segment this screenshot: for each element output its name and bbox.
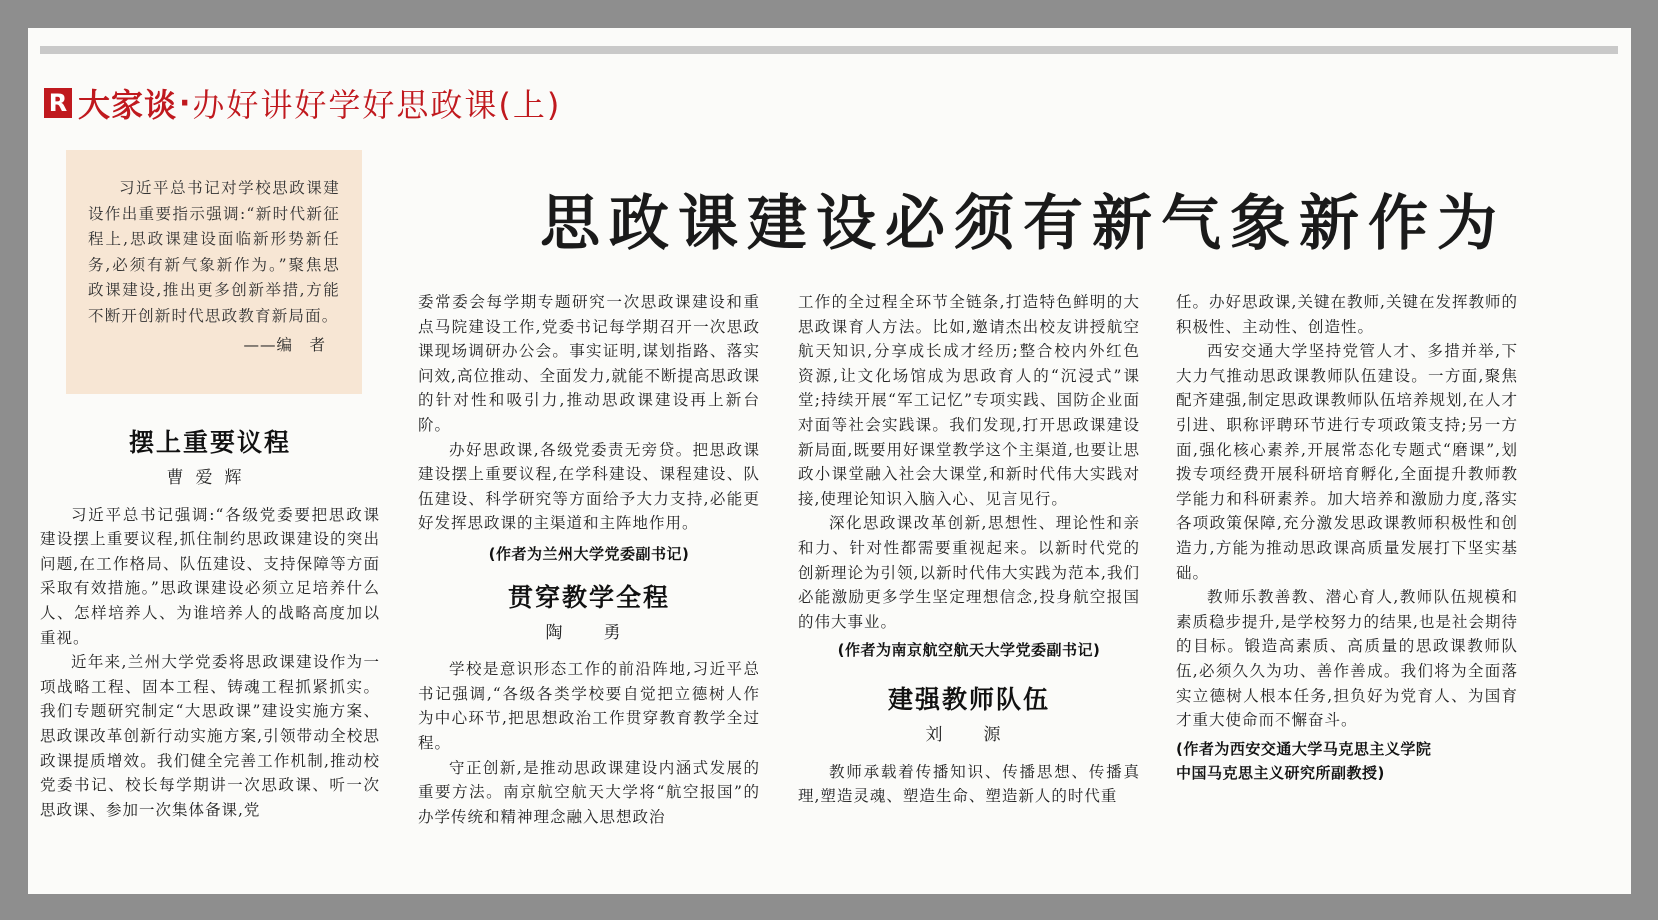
article-1-paragraph: 办好思政课,各级党委责无旁贷。把思政课建设摆上重要议程,在学科建设、课程建设、队伍建设、科学研究等方面给予大力支持,必能更好发挥思政课的主渠道和主阵地作用。 (418, 440, 760, 533)
article-2-attribution: (作者为南京航空航天大学党委副书记) (837, 641, 1101, 660)
article-3-author: 刘 源 (925, 724, 1013, 745)
article-1-title: 摆上重要议程 (128, 428, 291, 457)
article-2-title: 贯穿教学全程 (507, 582, 670, 612)
section-name: 大家谈 (78, 86, 178, 124)
column-1 (40, 426, 380, 822)
article-3-title: 建强教师队伍 (887, 684, 1050, 714)
column-3 (798, 290, 1140, 809)
article-1-paragraph: 习近平总书记强调:“各级党委要把思政课建设摆上重要议程,抓住制约思政课建设的突出问题,在工作格局、队伍建设、支持保障等方面采取有效措施。”思政课建设必须立足培养什么人、怎样培养人、为谁培养人的战略高度加以重视。 (40, 505, 380, 647)
article-3-paragraph: 教师乐教善教、潜心育人,教师队伍规模和素质稳步提升,是学校努力的结果,也是社会期待的目标。锻造高素质、高质量的思政课教师队伍,必须久久为功、善作善成。我们将为全面落实立德树人根本任务,担负好为党育人、为国育才重大使命而不懈奋斗。 (1176, 588, 1518, 730)
editor-note-signature: ——编 者 (243, 336, 326, 354)
article-2-author: 陶 勇 (545, 622, 633, 643)
article-2-paragraph: 学校是意识形态工作的前沿阵地,习近平总书记强调,“各级各类学校要自觉把立德树人作为中心环节,把思想政治工作贯穿教育教学全过程。 (418, 660, 760, 752)
editor-note-text: 习近平总书记对学校思政课建设作出重要指示强调:“新时代新征程上,思政课建设面临新形势新任务,必须有新气象新作为。”聚焦思政课建设,推出更多创新举措,方能不断开创新时代思政教育新局面。 (88, 179, 340, 325)
article-1-paragraph: 委常委会每学期专题研究一次思政课建设和重点马院建设工作,党委书记每学期召开一次思政课现场调研办公会。事实证明,谋划指路、落实问效,高位推动、全面发力,就能不断提高思政课的针对性和吸引力,推动思政课建设再上新台阶。 (418, 293, 760, 434)
section-header (44, 80, 561, 126)
article-3-attribution-line1: (作者为西安交通大学马克思主义学院 (1176, 739, 1432, 758)
article-3-paragraph: 教师承载着传播知识、传播思想、传播真理,塑造灵魂、塑造生命、塑造新人的时代重 (798, 762, 1140, 806)
article-1-attribution: (作者为兰州大学党委副书记) (488, 544, 690, 563)
article-2-paragraph: 工作的全过程全环节全链条,打造特色鲜明的大思政课育人方法。比如,邀请杰出校友讲授航空航天知识,分享成长成才经历;整合校内外红色资源,让文化场馆成为思政育人的“沉浸式”课堂;持续开展“军工记忆”专项实践、国防企业面对面等社会实践课。我们发现,打开思政课建设新局面,既要用好课堂教学这个主渠道,也要让思政小课堂融入社会大课堂,和新时代伟大实践对接,使理论知识入脑入心、见言见行。 (798, 293, 1140, 508)
section-subtitle: 办好讲好学好思政课(上) (192, 86, 562, 124)
article-2-paragraph: 守正创新,是推动思政课建设内涵式发展的重要方法。南京航空航天大学将“航空报国”的办学传统和精神理念融入思想政治 (418, 758, 760, 826)
article-2-paragraph: 深化思政课改革创新,思想性、理论性和亲和力、针对性都需要重视起来。以新时代党的创新理论为引领,以新时代伟大实践为范本,我们必能激励更多学生坚定理想信念,投身航空报国的伟大事业。 (798, 514, 1140, 631)
editor-note-box (66, 150, 362, 394)
top-rule (40, 46, 1618, 54)
article-1-author: 曹爱辉 (166, 468, 254, 488)
column-2 (418, 290, 760, 829)
newspaper-page (28, 28, 1631, 894)
article-3-paragraph: 任。办好思政课,关键在教师,关键在发挥教师的积极性、主动性、创造性。 (1176, 293, 1518, 336)
main-headline: 思政课建设必须有新气象新作为 (540, 189, 1506, 259)
article-1-paragraph: 近年来,兰州大学党委将思政课建设作为一项战略工程、固本工程、铸魂工程抓紧抓实。我们专题研究制定“大思政课”建设实施方案、思政课改革创新行动实施方案,引领带动全校思政课提质增效。我们健全完善工作机制,推动校党委书记、校长每学期讲一次思政课、听一次思政课、参加一次集体备课,党 (40, 653, 380, 819)
article-3-paragraph: 西安交通大学坚持党管人才、多措并举,下大力气推动思政课教师队伍建设。一方面,聚焦配齐建强,制定思政课教师队伍培养规划,在人才引进、职称评聘环节进行专项政策支持;另一方面,强化核心素养,开展常态化专题式“磨课”,划拨专项经费开展科研培育孵化,全面提升教师教学能力和科研素养。加大培养和激励力度,落实各项政策保障,充分激发思政课教师积极性和创造力,方能为推动思政课高质量发展打下坚实基础。 (1176, 342, 1518, 582)
column-4 (1176, 290, 1518, 786)
section-separator: · (179, 85, 191, 121)
article-3-attribution-line2: 中国马克思主义研究所副教授) (1176, 764, 1385, 783)
r-logo-icon: R (44, 88, 72, 118)
